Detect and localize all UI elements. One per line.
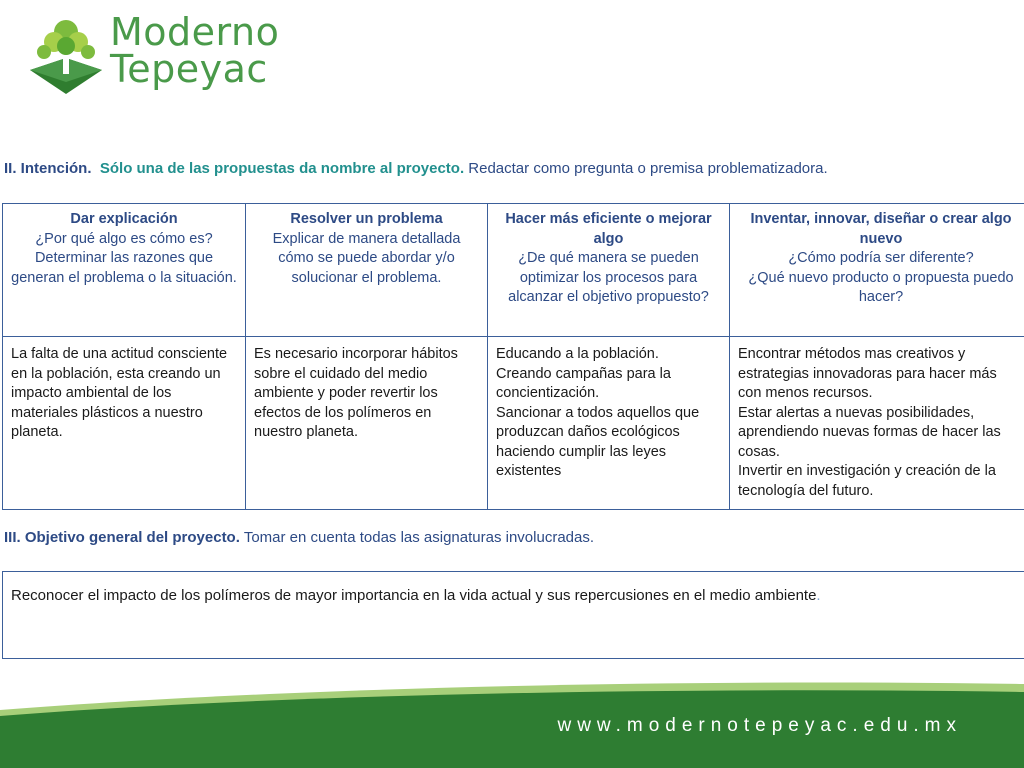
website-url[interactable]: www.modernotepeyac.edu.mx [557,715,962,736]
intention-table [2,203,1024,510]
logo-line-1: Moderno [110,10,280,54]
header-title: Dar explicación [70,211,178,227]
table-answer-row [3,337,1024,510]
header-cell-invent [730,204,1024,337]
tree-logo-icon [28,18,104,94]
header-title: Inventar, innovar, diseñar o crear algo nuevo [750,211,1012,247]
section-iii-heading [4,529,594,546]
section-ii-heading [4,160,828,177]
header-desc: Explicar de manera detallada cómo se puede abordar y/o solucionar el problema. [272,230,461,286]
answer-text: Es necesario incorporar hábitos sobre el cuidado del medio ambiente y poder revertir los efectos de los polímeros en nuestro planeta. [254,346,458,440]
header-title: Hacer más eficiente o mejorar algo [505,211,712,247]
objective-period: . [816,587,821,604]
header-cell-improve [488,204,730,337]
logo-line-2: Tepeyac [110,47,268,91]
logo [28,10,308,94]
section-iii-instruction: Tomar en cuenta todas las asignaturas involucradas. [243,529,595,546]
header-desc: ¿Por qué algo es cómo es? Determinar las razones que generan el problema o la situación. [11,230,237,286]
answer-cell [488,337,730,510]
answer-text: Educando a la población. Creando campañas para la concientización. Sancionar a todos aquellos que produzcan daños ecológicos haciendo cumplir las leyes existentes [496,346,700,479]
header-cell-explain [3,204,246,337]
section-ii-number: II. Intención. [4,160,92,177]
header-title: Resolver un problema [290,211,443,227]
header-desc: ¿Cómo podría ser diferente? ¿Qué nuevo producto o propuesta puedo hacer? [748,250,1014,305]
answer-cell [3,337,246,510]
answer-cell [246,337,488,510]
objective-text: Reconocer el impacto de los polímeros de mayor importancia en la vida actual y sus repercusiones en el medio ambiente [11,587,817,604]
answer-text: Encontrar métodos mas creativos y estrategias innovadoras para hacer más con menos recursos. Estar alertas a nuevas posibilidades, aprendiendo nuevas formas de hacer las cosas. Invertir en investigación y creación de la tecnología del futuro. [738,346,1001,499]
answer-cell [730,337,1024,510]
objective-box [2,571,1024,659]
table-header-row [3,204,1024,337]
section-ii-highlight: Sólo una de las propuestas da nombre al proyecto. [99,160,465,177]
header-desc: ¿De qué manera se pueden optimizar los procesos para alcanzar el objetivo propuesto? [508,250,709,305]
section-ii-instruction: Redactar como pregunta o premisa problematizadora. [468,160,828,177]
section-iii-number: III. Objetivo general del proyecto. [4,529,240,546]
header-cell-solve [246,204,488,337]
answer-text: La falta de una actitud consciente en la población, esta creando un impacto ambiental de los materiales plásticos a nuestro planeta. [11,346,228,440]
logo-text [110,10,280,91]
